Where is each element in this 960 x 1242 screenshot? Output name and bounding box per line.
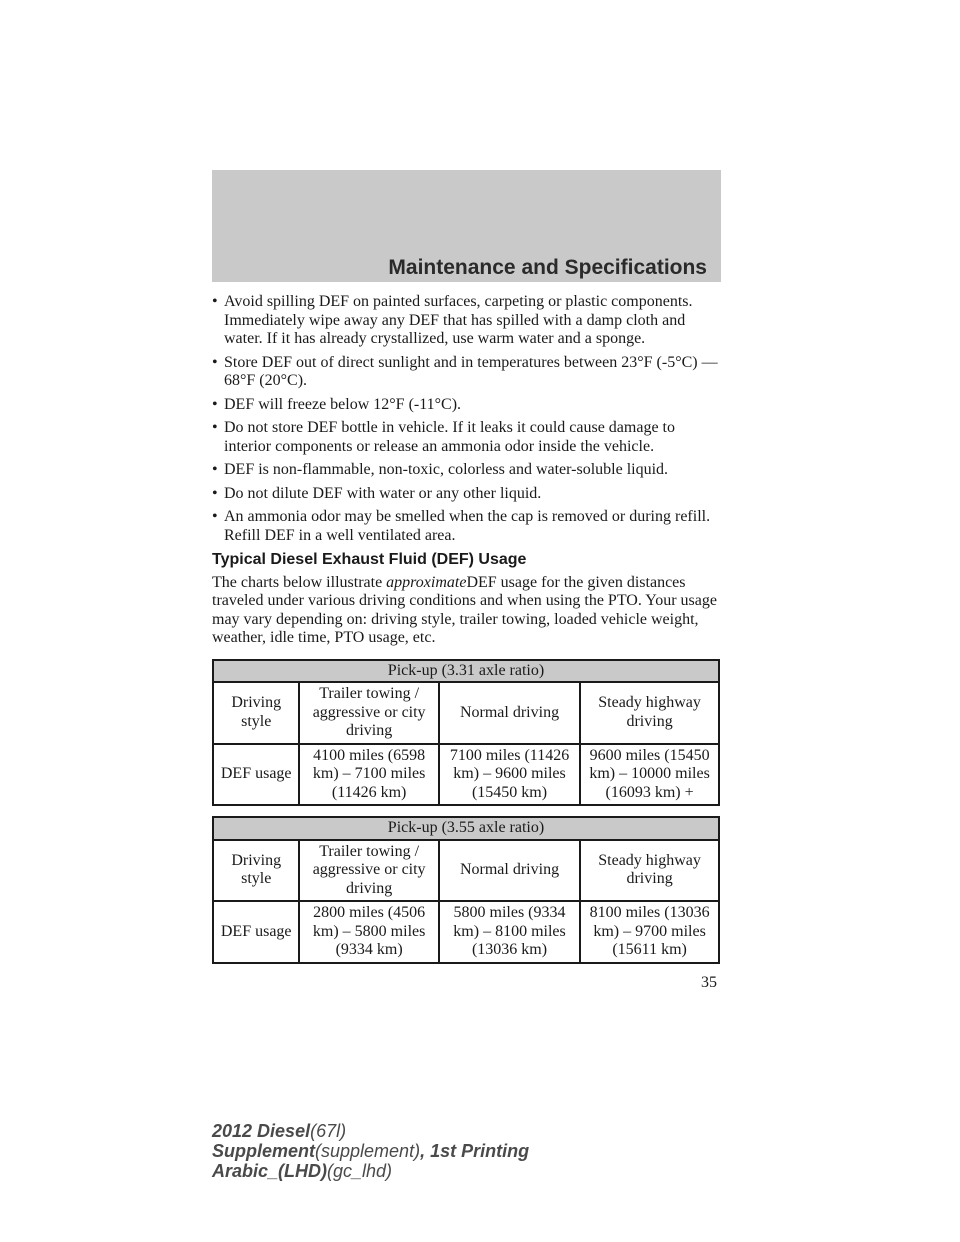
bullet-item: • Do not store DEF bottle in vehicle. If it leaks it could cause damage to interior components or release an ammonia odor inside the vehicle. [212,419,675,455]
bullet-item: • Store DEF out of direct sunlight and in temperatures between 23°F (-5°C) — 68°F (20°C). [212,353,718,389]
table-cell: DEF usage [213,901,299,963]
table-cell: Driving style [213,840,299,902]
table-cell: Driving style [213,682,299,744]
bullet-icon: • [212,293,218,310]
bullet-item: • DEF will freeze below 12°F (-11°C). [212,395,462,413]
footer-line: 2012 Diesel(67l) [212,1121,347,1141]
table-cell: 4100 miles (6598 km) – 7100 miles (11426 km) [299,744,438,806]
table-row [213,682,719,744]
section-header-banner [212,170,721,282]
bullet-icon: • [212,508,218,525]
bullet-icon: • [212,461,218,478]
table-row [213,840,719,902]
table-cell: 2800 miles (4506 km) – 5800 miles (9334 km) [299,901,438,963]
table-cell: DEF usage [213,744,299,806]
table-cell: 9600 miles (15450 km) – 10000 miles (16093 km) + [580,744,719,806]
document-footer [212,1121,529,1181]
footer-line: Arabic_(LHD)(gc_lhd) [212,1161,393,1181]
bullet-icon: • [212,484,218,502]
footer-line: Supplement(supplement), 1st Printing [212,1141,530,1161]
bullet-icon: • [212,395,218,413]
page-content [212,293,722,964]
bullet-item: • DEF is non-flammable, non-toxic, colorless and water-soluble liquid. [212,461,669,478]
table-cell: 5800 miles (9334 km) – 8100 miles (13036 km) [439,901,580,963]
def-usage-table-3-31 [212,659,720,807]
page-number: 35 [701,974,717,991]
bullet-item: • Avoid spilling DEF on painted surfaces, carpeting or plastic components. Immediately wipe away any DEF that has spilled with a damp cloth and water. If it has already crystallized, use warm water and a sponge. [212,293,693,347]
section-heading: Typical Diesel Exhaust Fluid (DEF) Usage [212,551,527,568]
bullet-icon: • [212,353,218,371]
table-caption: Pick-up (3.31 axle ratio) [213,660,719,683]
bullet-item: • Do not dilute DEF with water or any other liquid. [212,484,542,502]
table-row [213,744,719,806]
bullet-icon: • [212,419,218,436]
table-cell: Trailer towing / aggressive or city driving [299,840,438,902]
table-row [213,901,719,963]
table-cell: 7100 miles (11426 km) – 9600 miles (15450 km) [439,744,580,806]
def-usage-table-3-55 [212,816,720,964]
bullet-list [212,293,722,545]
section-header-title: Maintenance and Specifications [388,256,707,279]
section-intro: The charts below illustrate approximateDEF usage for the given distances traveled under various driving conditions and when using the PTO. Your usage may vary depending on: driving style, trailer towing, loaded vehicle weight, weather, idle time, PTO usage, etc. [212,573,717,646]
table-cell: 8100 miles (13036 km) – 9700 miles (15611 km) [580,901,719,963]
table-cell: Normal driving [439,682,580,744]
bullet-item: • An ammonia odor may be smelled when the cap is removed or during refill. Refill DEF in a well ventilated area. [212,508,711,544]
table-caption: Pick-up (3.55 axle ratio) [213,817,719,840]
table-cell: Normal driving [439,840,580,902]
intro-emphasis: approximate [386,573,467,591]
table-cell: Steady highway driving [580,682,719,744]
table-cell: Trailer towing / aggressive or city driving [299,682,438,744]
table-cell: Steady highway driving [580,840,719,902]
